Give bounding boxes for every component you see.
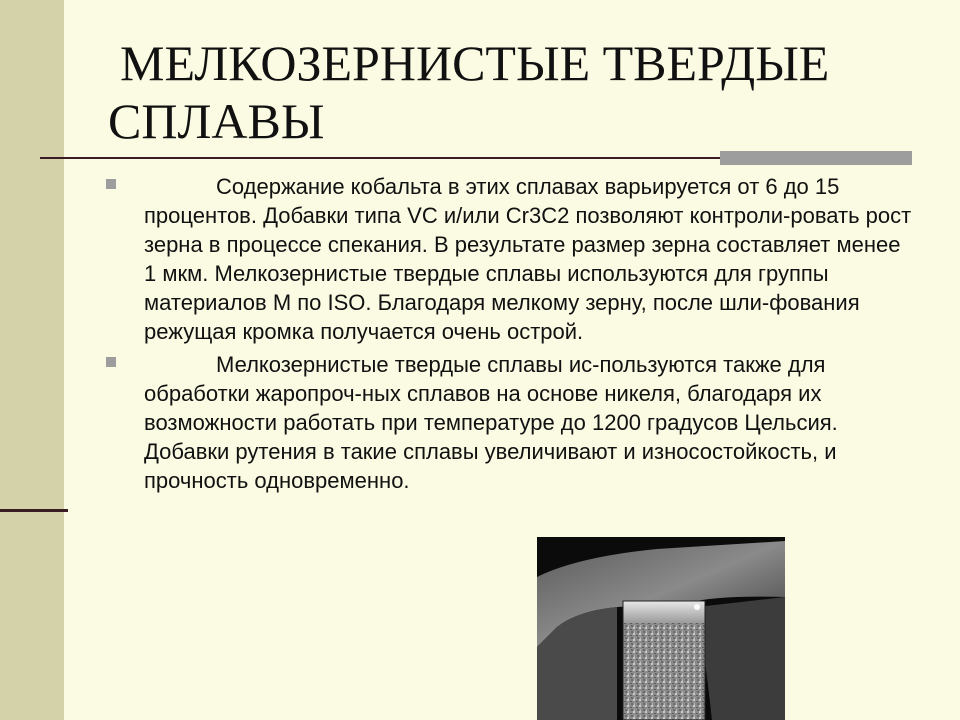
bullet-item [106,172,916,346]
bullet-item [106,350,916,495]
accent-bar [720,151,912,165]
bullet-text: Мелкозернистые твердые сплавы ис-пользуются также для обработки жаропроч-ных сплавов на основе никеля, благодаря их возможности работать при температуре до 1200 градусов Цельсия. Добавки рутения в такие сплавы увеличивают и износостойкость, и прочность одновременно. [144,352,838,493]
left-sidebar-panel [0,0,64,720]
title-line-1: МЕЛКОЗЕРНИСТЫЕ ТВЕРДЫЕ [120,35,830,91]
square-bullet-icon [106,357,116,367]
bullet-list [106,172,916,499]
slide-title [108,34,829,150]
cutting-insert-photo [537,537,785,720]
sidebar-divider [0,509,68,512]
square-bullet-icon [106,179,116,189]
bullet-text: Содержание кобальта в этих сплавах варьируется от 6 до 15 процентов. Добавки типа VC и/или Cr3C2 позволяют контроли-ровать рост зерна в процессе спекания. В результате размер зерна составляет менее 1 мкм. Мелкозернистые твердые сплавы используются для группы материалов М по ISO. Благодаря мелкому зерну, после шли-фования режущая кромка получается очень острой. [144,174,912,344]
title-line-2: СПЛАВЫ [108,93,325,149]
